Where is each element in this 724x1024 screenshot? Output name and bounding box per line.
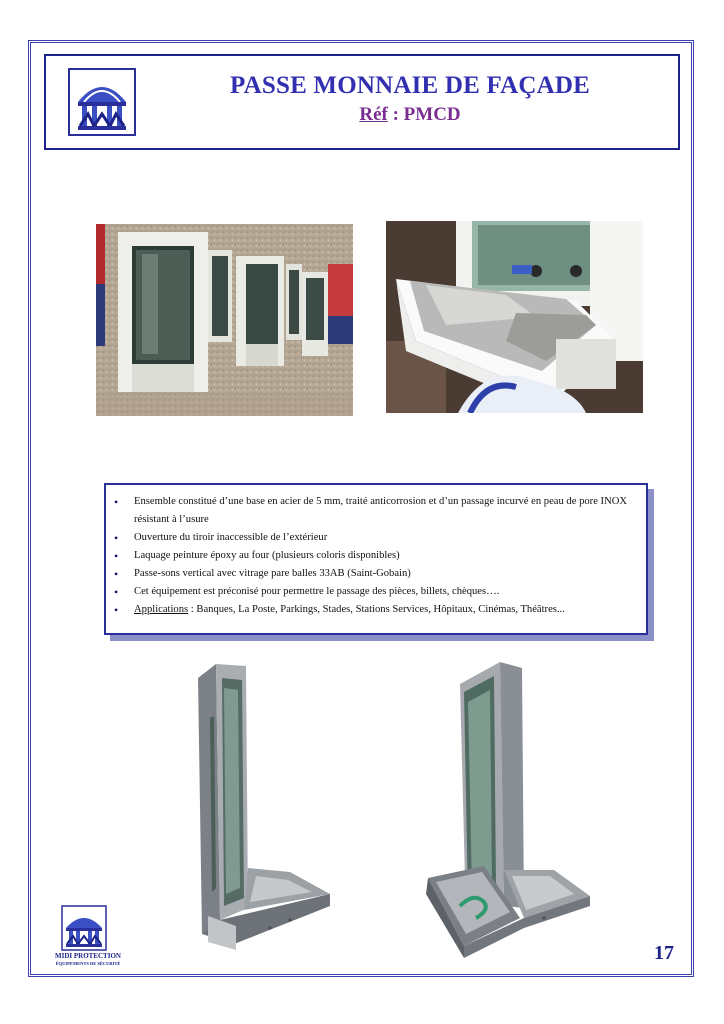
header-box: [44, 54, 680, 150]
features-box: [104, 483, 648, 635]
photo-unit-closed: [180, 658, 340, 958]
photo-facade-windows: [96, 224, 353, 416]
feature-item: • Ouverture du tiroir inaccessible de l’extérieur: [134, 529, 634, 547]
photo-unit-drawer-open: [424, 656, 594, 958]
photo-open-drawer: [386, 221, 643, 413]
feature-applications: [134, 601, 634, 619]
feature-item: • Ensemble constitué d’une base en acier de 5 mm, traité anticorrosion et d’un passage incurvé en peau de pore INOX résistant à l’usure: [134, 493, 634, 529]
applications-text: : Banques, La Poste, Parkings, Stades, Stations Services, Hôpitaux, Cinémas, Théâtres...: [188, 604, 565, 615]
company-logo: [68, 68, 136, 136]
ref-separator: :: [387, 104, 404, 125]
feature-item: • Passe-sons vertical avec vitrage pare balles 33AB (Saint-Gobain): [134, 565, 634, 583]
brand-name: [44, 952, 132, 968]
feature-list: [106, 485, 646, 619]
brand-tagline: ÉQUIPEMENTS DE SÉCURITÉ: [55, 961, 121, 966]
brand-title: MIDI PROTECTION: [55, 952, 121, 960]
page-title: PASSE MONNAIE DE FAÇADE: [230, 72, 590, 99]
applications-label: Applications: [134, 604, 189, 615]
feature-item: • Cet équipement est préconisé pour permettre le passage des pièces, billets, chèques….: [134, 583, 634, 601]
product-reference: [160, 104, 660, 126]
ref-label: Réf: [359, 104, 388, 125]
feature-item: • Laquage peinture époxy au four (plusieurs coloris disponibles): [134, 547, 634, 565]
ref-value: PMCD: [403, 104, 461, 125]
page-number: 17: [654, 942, 674, 964]
